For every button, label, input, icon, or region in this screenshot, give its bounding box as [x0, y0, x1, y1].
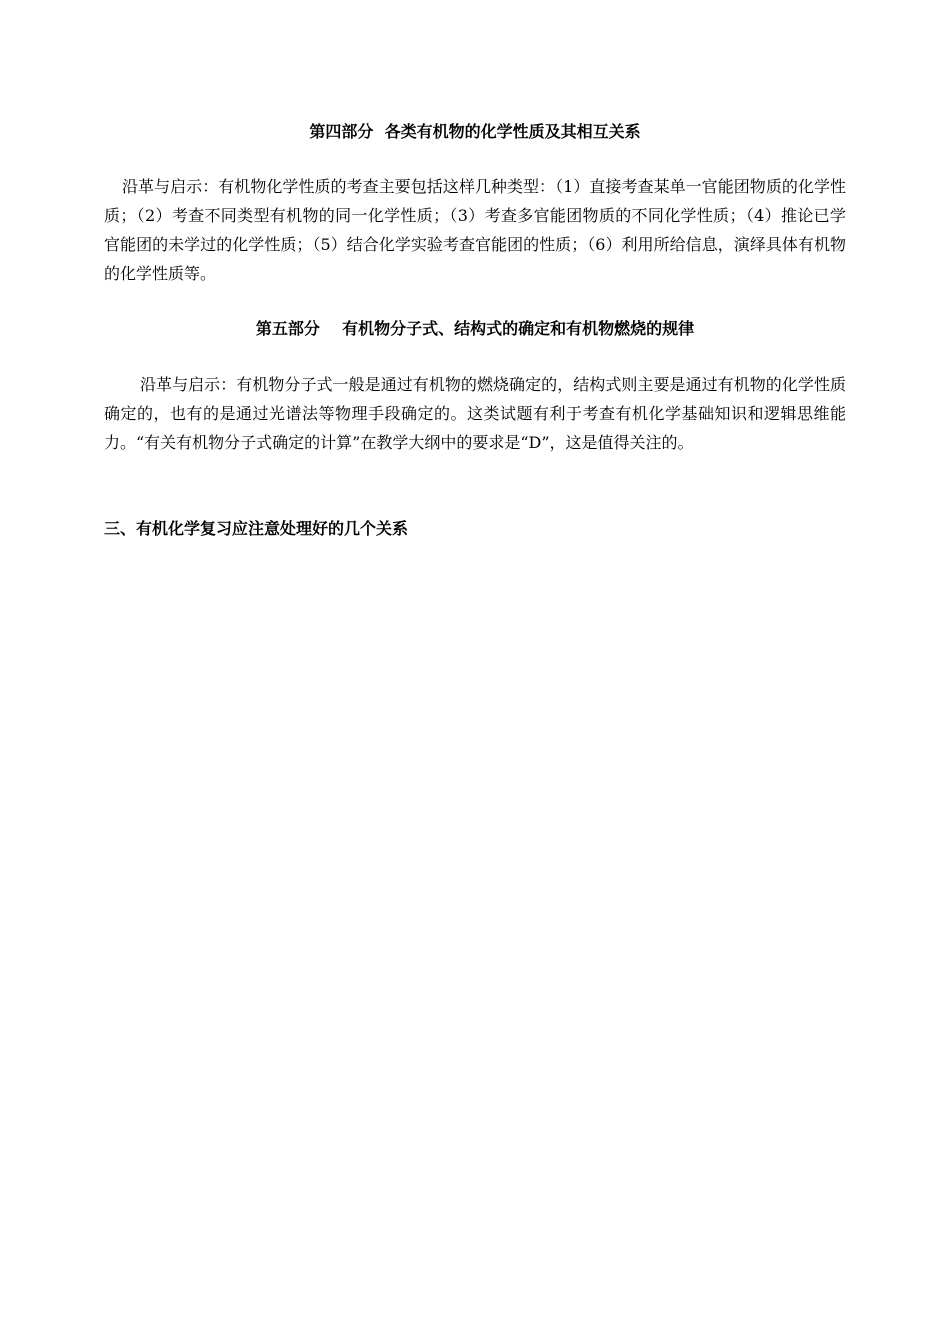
section-four-paragraph: 沿革与启示：有机物化学性质的考查主要包括这样几种类型：（1）直接考查某单一官能团物质的化学性质；（2）考查不同类型有机物的同一化学性质；（3）考查多官能团物质的不同化学性质；（4）推论已学官能团的未学过的化学性质；（5）结合化学实验考查官能团的性质；（6）利用所给信息，演绎具体有机物的化学性质等。 — [104, 177, 846, 283]
section-five-heading: 第五部分 有机物分子式、结构式的确定和有机物燃烧的规律 — [255, 319, 695, 338]
part-three-heading: 三、有机化学复习应注意处理好的几个关系 — [104, 519, 409, 538]
section-five-paragraph: 沿革与启示：有机物分子式一般是通过有机物的燃烧确定的，结构式则主要是通过有机物的化学性质确定的，也有的是通过光谱法等物理手段确定的。这类试题有利于考查有机化学基础知识和逻辑思维能力。“有关有机物分子式确定的计算”在教学大纲中的要求是“D”，这是值得关注的。 — [104, 375, 846, 452]
section-four-heading: 第四部分 各类有机物的化学性质及其相互关系 — [309, 122, 641, 141]
